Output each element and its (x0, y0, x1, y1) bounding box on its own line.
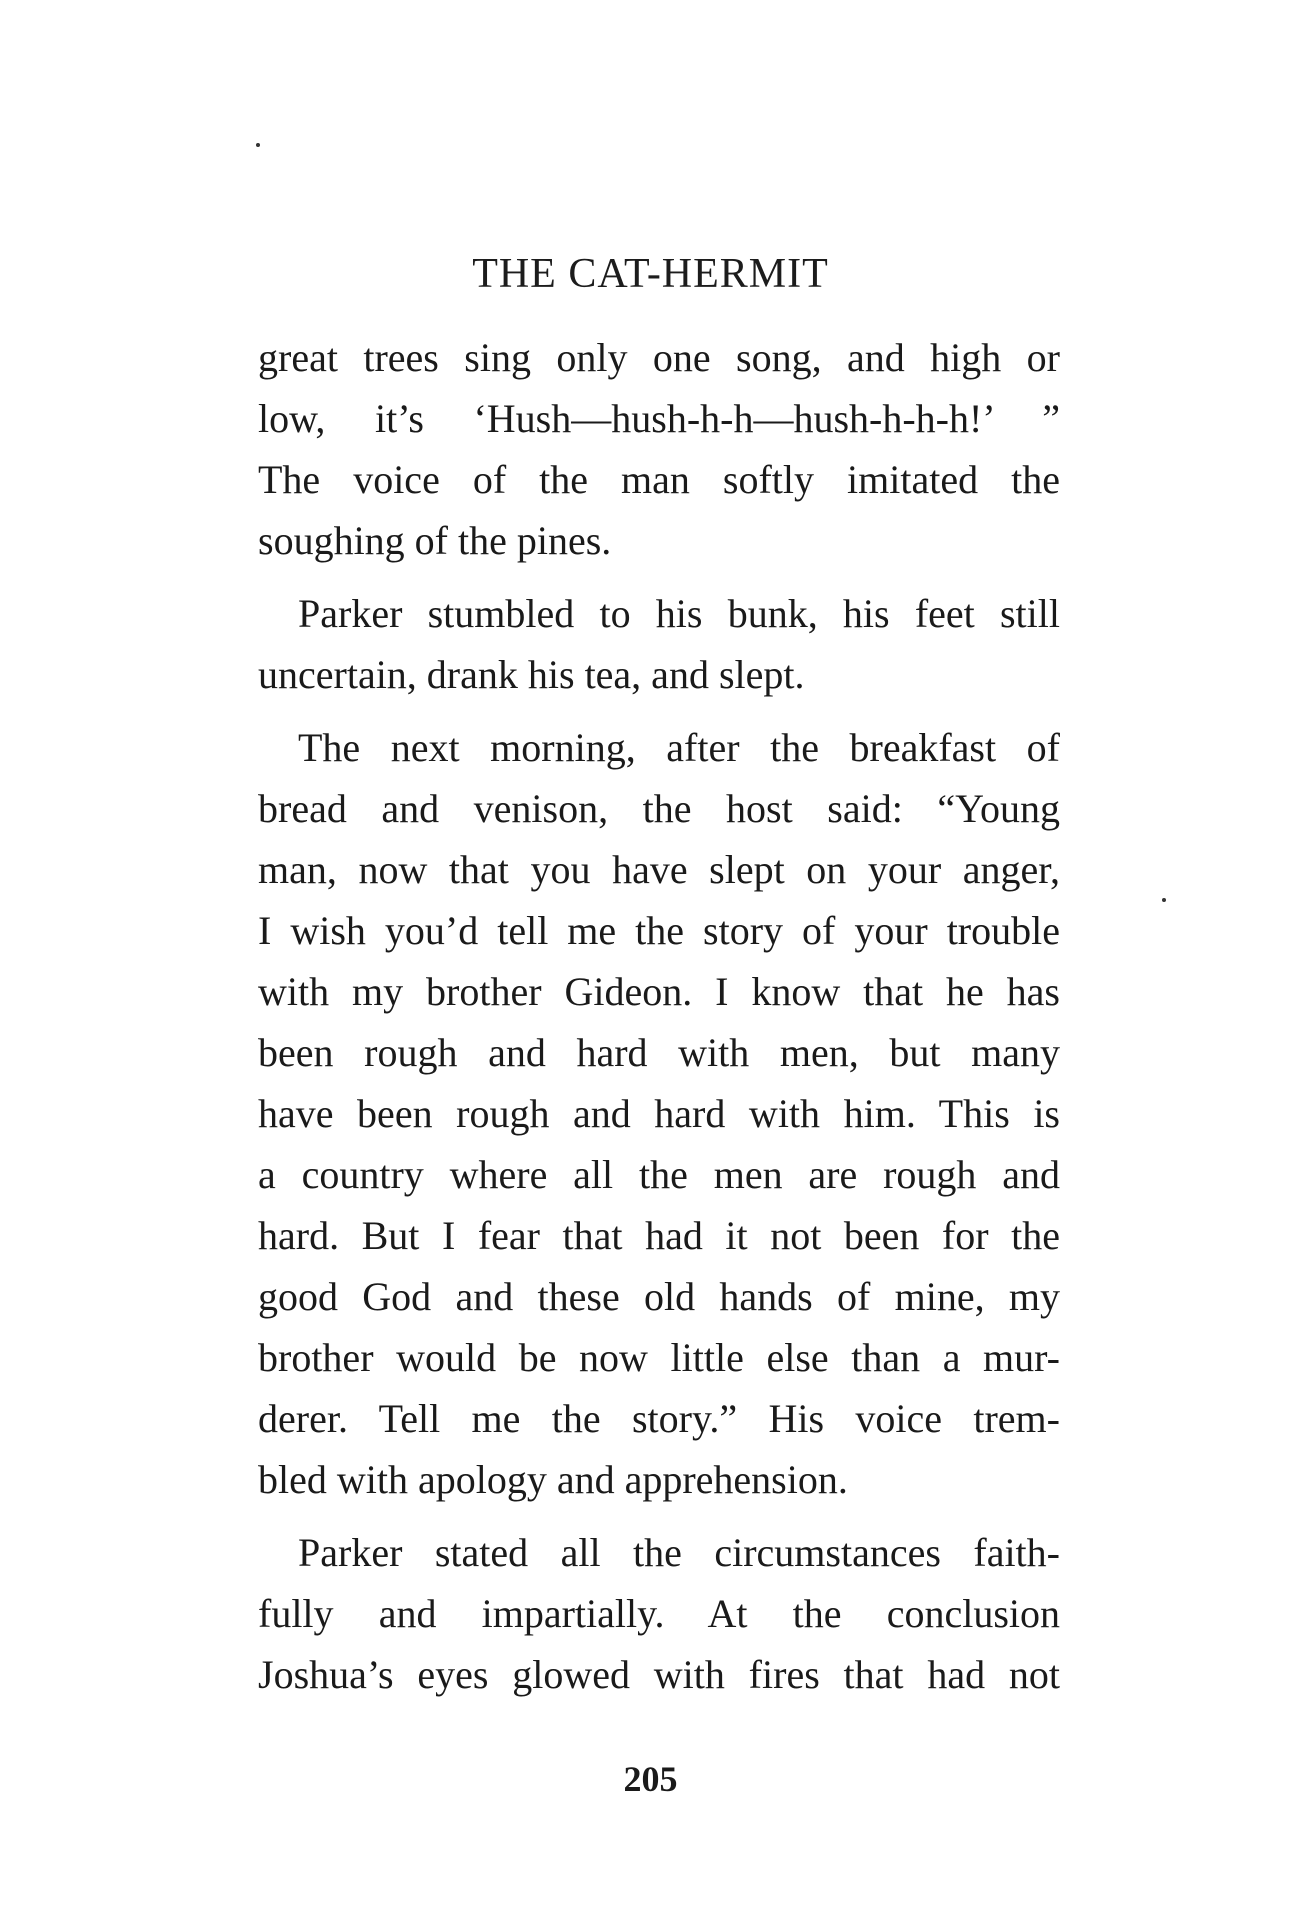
text-line: The voice of the man softly imitated the (258, 457, 1060, 502)
print-speck (1162, 898, 1166, 902)
text-line: brother would be now little else than a mur- (258, 1335, 1060, 1380)
text-line: have been rough and hard with him. This is (258, 1091, 1060, 1136)
paragraph (258, 583, 1060, 705)
text-line: I wish you’d tell me the story of your trouble (258, 908, 1060, 953)
paragraph (258, 717, 1060, 1510)
page-number: 205 (623, 1759, 678, 1799)
text-line: The next morning, after the breakfast of (298, 725, 1060, 770)
text-line: low, it’s ‘Hush—hush-h-h—hush-h-h-h!’ ” (258, 396, 1060, 441)
text-line: been rough and hard with men, but many (258, 1030, 1060, 1075)
text-line: Parker stated all the circumstances faith- (298, 1530, 1060, 1575)
print-speck (256, 143, 260, 147)
text-line: with my brother Gideon. I know that he has (258, 969, 1060, 1014)
text-line: uncertain, drank his tea, and slept. (258, 652, 805, 697)
text-line: great trees sing only one song, and high or (258, 335, 1060, 380)
text-line: Joshua’s eyes glowed with fires that had not (258, 1652, 1060, 1697)
body-text (258, 327, 1060, 1705)
text-line: bled with apology and apprehension. (258, 1457, 848, 1502)
text-line: bread and venison, the host said: “Young (258, 786, 1060, 831)
text-line: hard. But I fear that had it not been for the (258, 1213, 1060, 1258)
text-line: soughing of the pines. (258, 518, 612, 563)
text-line: Parker stumbled to his bunk, his feet still (298, 591, 1060, 636)
text-line: good God and these old hands of mine, my (258, 1274, 1060, 1319)
paragraph (258, 1522, 1060, 1705)
text-line: man, now that you have slept on your anger, (258, 847, 1060, 892)
text-line: fully and impartially. At the conclusion (258, 1591, 1060, 1636)
text-line: derer. Tell me the story.” His voice trem- (258, 1396, 1060, 1441)
running-header: THE CAT-HERMIT (472, 251, 829, 297)
paragraph (258, 327, 1060, 571)
text-line: a country where all the men are rough and (258, 1152, 1060, 1197)
